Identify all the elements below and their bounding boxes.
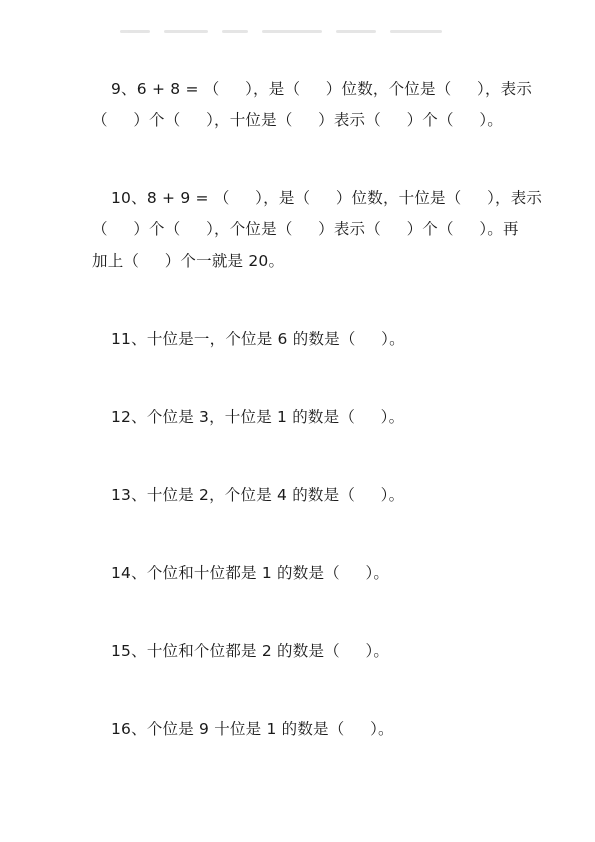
faded-header-decoration <box>120 27 480 35</box>
header-mark <box>336 30 376 33</box>
header-mark <box>262 30 322 33</box>
question-10-line-3: 加上（ ）个一就是 20。 <box>92 252 285 270</box>
question-9-line-1: 9、6 + 8 = （ ），是（ ）位数，个位是（ ），表示 <box>111 80 533 98</box>
question-10-line-2: （ ）个（ ），个位是（ ）表示（ ）个（ ）。再 <box>92 220 519 238</box>
question-15: 15、十位和个位都是 2 的数是（ ）。 <box>111 642 390 660</box>
question-16: 16、个位是 9 十位是 1 的数是（ ）。 <box>111 720 394 738</box>
question-10-line-1: 10、8 + 9 = （ ），是（ ）位数，十位是（ ），表示 <box>111 189 543 207</box>
question-11: 11、十位是一，个位是 6 的数是（ ）。 <box>111 330 405 348</box>
question-9-line-2: （ ）个（ ），十位是（ ）表示（ ）个（ ）。 <box>92 111 503 129</box>
question-14: 14、个位和十位都是 1 的数是（ ）。 <box>111 564 390 582</box>
header-mark <box>390 30 442 33</box>
header-mark <box>120 30 150 33</box>
header-mark <box>164 30 208 33</box>
question-12: 12、个位是 3，十位是 1 的数是（ ）。 <box>111 408 405 426</box>
question-13: 13、十位是 2，个位是 4 的数是（ ）。 <box>111 486 405 504</box>
header-mark <box>222 30 248 33</box>
